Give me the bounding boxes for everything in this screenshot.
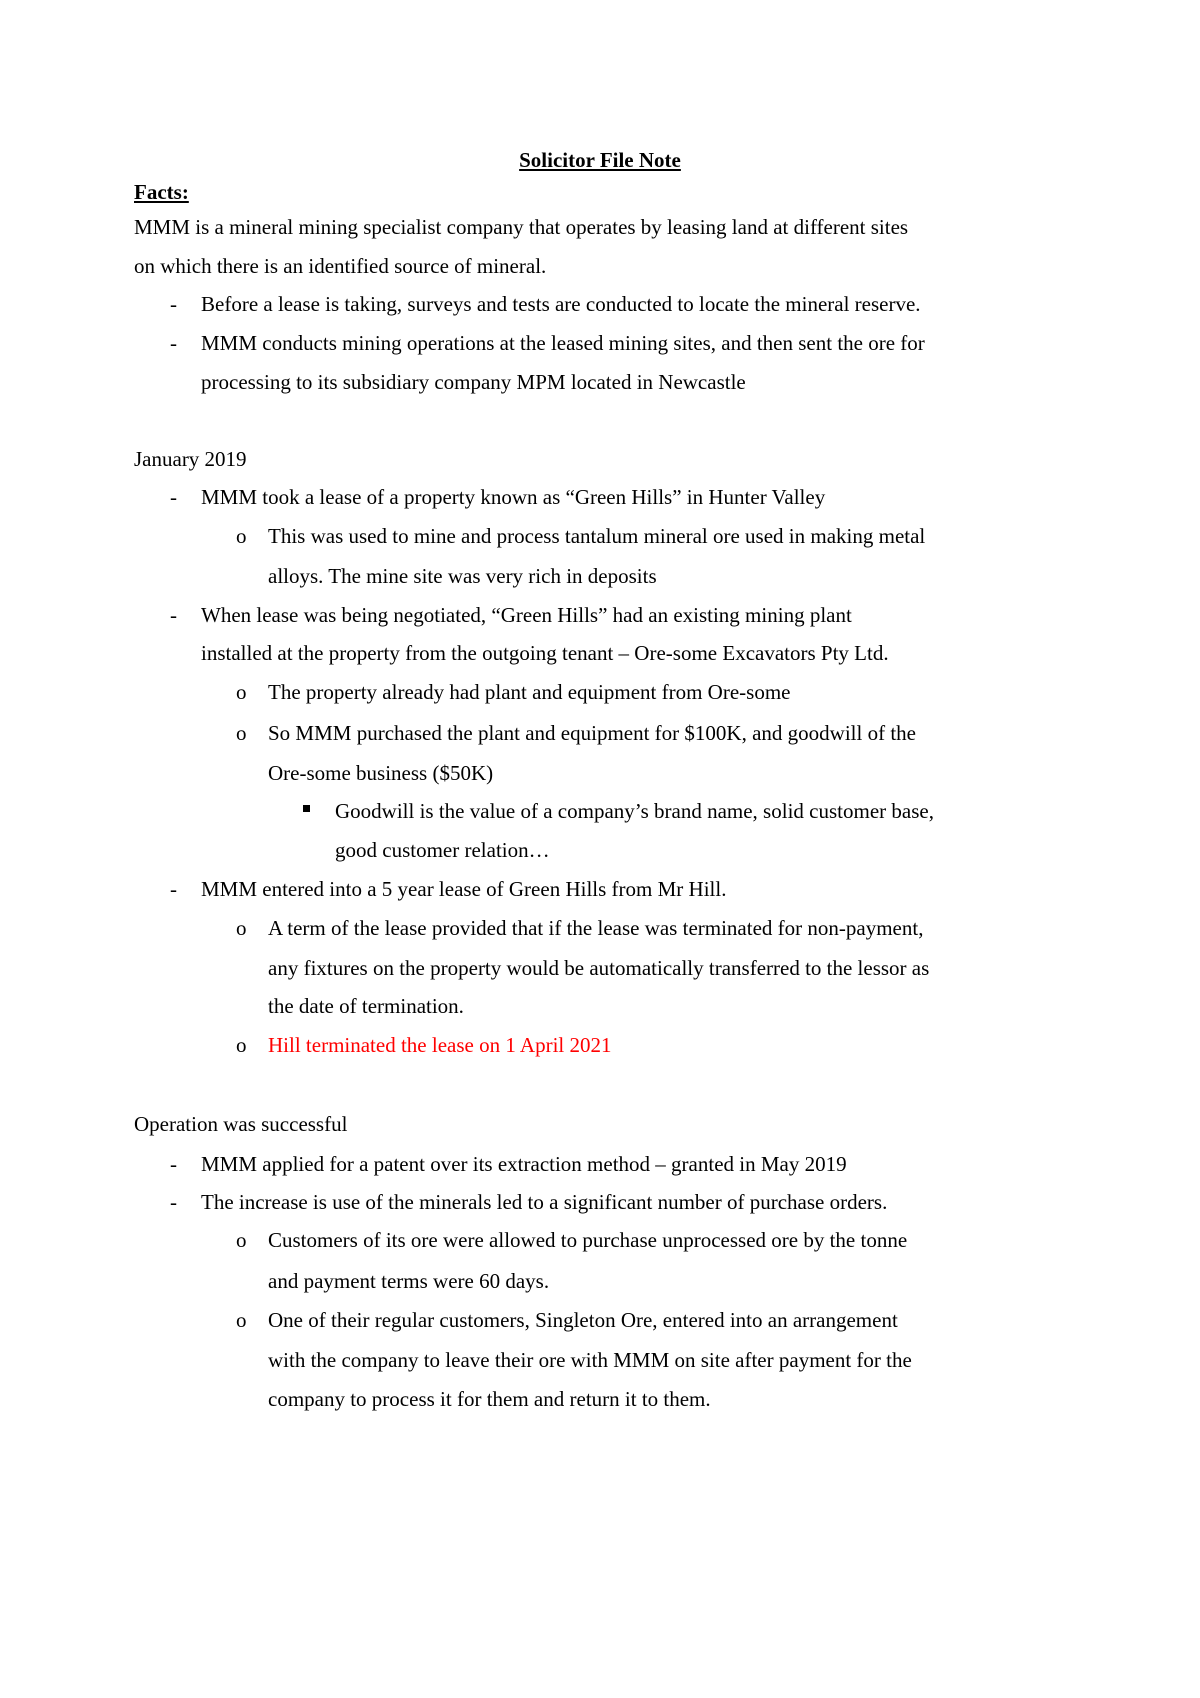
tantalum-line-2: alloys. The mine site was very rich in deposits xyxy=(268,564,657,588)
patent-text: MMM applied for a patent over its extraction method – granted in May 2019 xyxy=(201,1152,847,1176)
singleton-line-1: One of their regular customers, Singleton Ore, entered into an arrangement xyxy=(268,1308,898,1332)
customers-line-1: Customers of its ore were allowed to purchase unprocessed ore by the tonne xyxy=(268,1228,908,1252)
o-bullet: o xyxy=(236,916,247,940)
dash-bullet: - xyxy=(170,1190,177,1214)
purchase-line-1: So MMM purchased the plant and equipment for $100K, and goodwill of the xyxy=(268,721,916,745)
negotiation-line-2: installed at the property from the outgoing tenant – Ore-some Excavators Pty Ltd. xyxy=(201,641,889,665)
document-title: Solicitor File Note xyxy=(519,148,681,172)
singleton-line-2: with the company to leave their ore with MMM on site after payment for the xyxy=(268,1348,912,1372)
goodwill-line-2: good customer relation… xyxy=(335,838,550,862)
o-bullet: o xyxy=(236,1308,247,1332)
fact-operations-line-2: processing to its subsidiary company MPM located in Newcastle xyxy=(201,370,746,394)
o-bullet: o xyxy=(236,680,247,704)
o-bullet: o xyxy=(236,1033,247,1057)
lease-term-line-3: the date of termination. xyxy=(268,994,464,1018)
o-bullet: o xyxy=(236,721,247,745)
facts-heading: Facts: xyxy=(134,180,189,204)
purchase-orders-text: The increase is use of the minerals led to a significant number of purchase orders. xyxy=(201,1190,888,1214)
dash-bullet: - xyxy=(170,1152,177,1176)
five-year-lease-text: MMM entered into a 5 year lease of Green Hills from Mr Hill. xyxy=(201,877,727,901)
dash-bullet: - xyxy=(170,331,177,355)
intro-text-line-2: on which there is an identified source of mineral. xyxy=(134,254,547,278)
lease-term-line-1: A term of the lease provided that if the lease was terminated for non-payment, xyxy=(268,916,924,940)
intro-text-line-1: MMM is a mineral mining specialist company that operates by leasing land at different sites xyxy=(134,215,909,239)
plant-equipment-text: The property already had plant and equipment from Ore-some xyxy=(268,680,791,704)
dash-bullet: - xyxy=(170,292,177,316)
operation-heading: Operation was successful xyxy=(134,1112,348,1136)
purchase-line-2: Ore-some business ($50K) xyxy=(268,761,494,785)
termination-highlight-text: Hill terminated the lease on 1 April 2021 xyxy=(268,1033,612,1057)
dash-bullet: - xyxy=(170,603,177,627)
fact-operations-line-1: MMM conducts mining operations at the leased mining sites, and then sent the ore for xyxy=(201,331,925,355)
dash-bullet: - xyxy=(170,485,177,509)
customers-line-2: and payment terms were 60 days. xyxy=(268,1269,550,1293)
o-bullet: o xyxy=(236,524,247,548)
negotiation-line-1: When lease was being negotiated, “Green Hills” had an existing mining plant xyxy=(201,603,852,627)
singleton-line-3: company to process it for them and return it to them. xyxy=(268,1387,711,1411)
lease-term-line-2: any fixtures on the property would be automatically transferred to the lessor as xyxy=(268,956,930,980)
fact-survey-text: Before a lease is taking, surveys and tests are conducted to locate the mineral reserve. xyxy=(201,292,921,316)
tantalum-line-1: This was used to mine and process tantalum mineral ore used in making metal xyxy=(268,524,926,548)
square-bullet-icon xyxy=(303,805,310,812)
lease-green-hills-text: MMM took a lease of a property known as “Green Hills” in Hunter Valley xyxy=(201,485,826,509)
january-heading: January 2019 xyxy=(134,447,247,471)
o-bullet: o xyxy=(236,1228,247,1252)
dash-bullet: - xyxy=(170,877,177,901)
goodwill-line-1: Goodwill is the value of a company’s brand name, solid customer base, xyxy=(335,799,934,823)
